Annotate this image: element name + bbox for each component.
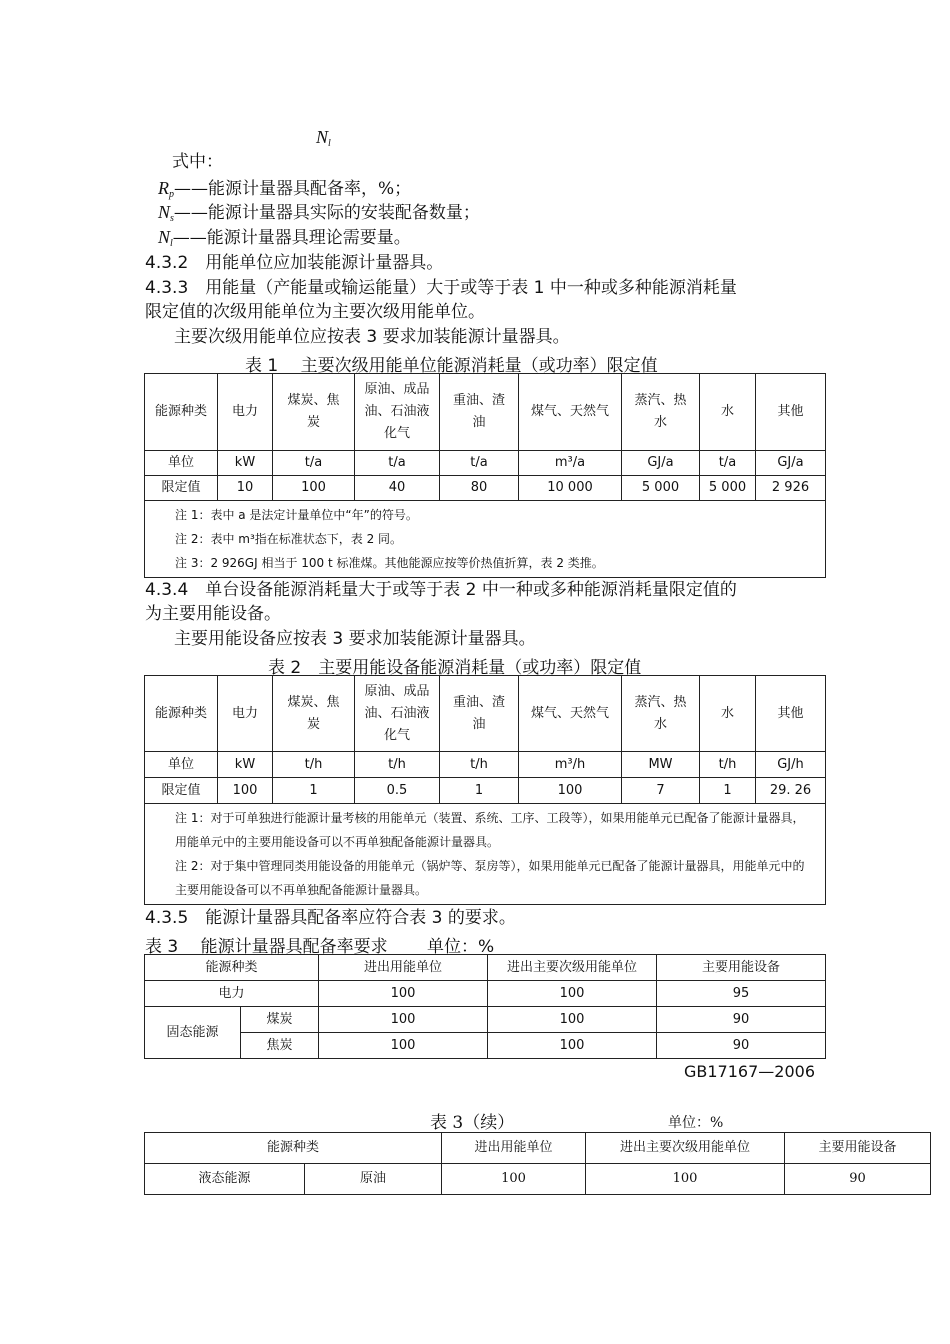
table3-cont-header-cell: 进出用能单位 (442, 1133, 586, 1164)
table2-cell: 1 (700, 778, 756, 804)
table3-cell: 100 (319, 1033, 488, 1059)
table3-row (145, 1033, 826, 1059)
table2-header-cell: 原油、成品油、石油液化气 (355, 676, 440, 752)
table1-cell: t/a (700, 451, 756, 476)
table2-cell: MW (622, 752, 700, 778)
table2-header-cell: 能源种类 (145, 676, 218, 752)
table3-row (145, 981, 826, 1007)
where-label: 式中： (172, 152, 223, 172)
table3-cont-cell: 原油 (305, 1164, 442, 1195)
table2-header-cell: 其他 (756, 676, 826, 752)
table3-cell: 电力 (145, 981, 319, 1007)
table1-cell: t/a (273, 451, 355, 476)
table2-header-cell: 煤炭、焦炭 (273, 676, 355, 752)
table2-cell: 1 (273, 778, 355, 804)
table3-cont (144, 1132, 931, 1195)
table1-caption: 表 1 主要次级用能单位能源消耗量（或功率）限定值 (245, 356, 658, 376)
table2-header-cell: 蒸汽、热水 (622, 676, 700, 752)
table2-header-cell: 重油、渣油 (440, 676, 519, 752)
table2-cell: 100 (519, 778, 622, 804)
table2-cell: t/h (700, 752, 756, 778)
table3-cont-cell: 90 (785, 1164, 931, 1195)
table2-notes (145, 804, 826, 905)
table3-header-row (145, 955, 826, 981)
table2-cell: t/h (273, 752, 355, 778)
table2-cell: 0.5 (355, 778, 440, 804)
table1-limit-row (145, 476, 826, 501)
clause-4-3-5: 4.3.5 能源计量器具配备率应符合表 3 的要求。 (145, 908, 516, 928)
table1-note: 注 1：表中 a 是法定计量单位中“年”的符号。 (175, 508, 418, 522)
table2-cell: m³/h (519, 752, 622, 778)
table2-header-cell: 水 (700, 676, 756, 752)
table1-notes-row (145, 501, 826, 578)
table3-cell: 100 (488, 1007, 657, 1033)
clause-4-3-3-line1: 4.3.3 用能量（产能量或输运能量）大于或等于表 1 中一种或多种能源消耗量 (145, 278, 737, 298)
table3-cell: 95 (657, 981, 826, 1007)
table3-cell: 100 (488, 1033, 657, 1059)
clause-4-3-2: 4.3.2 用能单位应加装能源计量器具。 (145, 253, 444, 273)
table3-cont-caption: 表 3（续） (430, 1113, 515, 1133)
table3-cont-cell: 液态能源 (145, 1164, 305, 1195)
table2-notes-row (145, 804, 826, 905)
table2-header-cell: 电力 (218, 676, 273, 752)
table3-row (145, 1007, 826, 1033)
table1-cell: 5 000 (622, 476, 700, 501)
table1-cell: t/a (355, 451, 440, 476)
table1-cell: 40 (355, 476, 440, 501)
table1-note: 注 3：2 926GJ 相当于 100 t 标准煤。其他能源应按等价热值折算，表 2 类推。 (175, 556, 604, 570)
table1-header-cell: 电力 (218, 374, 273, 451)
table2-note: 注 2：对于集中管理同类用能设备的用能单元（锅炉等、泵房等），如果用能单元已配备了能源计量器具，用能单元中的主要用能设备可以不再单独配备能源计量器具。 (175, 859, 805, 897)
table3-cont-cell: 100 (442, 1164, 586, 1195)
table1-cell: kW (218, 451, 273, 476)
page-footer-standard-number: GB17167—2006 (684, 1062, 815, 1081)
table3-cell: 100 (319, 981, 488, 1007)
table1-header-cell: 原油、成品油、石油液化气 (355, 374, 440, 451)
table1-cell: 80 (440, 476, 519, 501)
table2-cell: 29. 26 (756, 778, 826, 804)
table1-header-cell: 重油、渣油 (440, 374, 519, 451)
table3-cell: 煤炭 (241, 1007, 319, 1033)
table2-cell: 7 (622, 778, 700, 804)
table3-cont-header-cell: 能源种类 (145, 1133, 442, 1164)
table1-cell: 单位 (145, 451, 218, 476)
table2-cell: GJ/h (756, 752, 826, 778)
var-ns-definition: $N_s——$能源计量器具实际的安装配备数量； (158, 202, 480, 224)
table1-header-cell: 水 (700, 374, 756, 451)
table2 (144, 675, 826, 905)
table3-cont-header-row (145, 1133, 931, 1164)
table3-cell: 固态能源 (145, 1007, 241, 1059)
table3-cell: 100 (319, 1007, 488, 1033)
table1-unit-row (145, 451, 826, 476)
table1-note: 注 2：表中 m³指在标准状态下，表 2 同。 (175, 532, 403, 546)
table1-header-cell: 煤炭、焦炭 (273, 374, 355, 451)
clause-4-3-4-line3: 主要用能设备应按表 3 要求加装能源计量器具。 (174, 629, 536, 649)
table1 (144, 373, 826, 578)
table2-unit-row (145, 752, 826, 778)
table2-cell: 1 (440, 778, 519, 804)
table3 (144, 954, 826, 1059)
table3-caption: 表 3 能源计量器具配备率要求 单位：% (145, 937, 495, 957)
table3-cell: 90 (657, 1007, 826, 1033)
table3-cont-header-cell: 主要用能设备 (785, 1133, 931, 1164)
table2-header-row (145, 676, 826, 752)
table3-header-cell: 进出用能单位 (319, 955, 488, 981)
table1-header-cell: 煤气、天然气 (519, 374, 622, 451)
table2-cell: t/h (440, 752, 519, 778)
formula-denominator: $N_l$ (316, 127, 331, 149)
table2-cell: 100 (218, 778, 273, 804)
table1-header-cell: 能源种类 (145, 374, 218, 451)
clause-4-3-4-line1: 4.3.4 单台设备能源消耗量大于或等于表 2 中一种或多种能源消耗量限定值的 (145, 580, 737, 600)
table3-cont-unit: 单位：% (668, 1115, 724, 1131)
var-rp-definition: $R_p——$能源计量器具配备率，%； (158, 178, 412, 200)
table2-note: 注 1：对于可单独进行能源计量考核的用能单元（装置、系统、工序、工段等），如果用能单元已配备了能源计量器具，用能单元中的主要用能设备可以不再单独配备能源计量器具。 (175, 811, 805, 849)
table1-cell: GJ/a (756, 451, 826, 476)
table3-cell: 90 (657, 1033, 826, 1059)
table3-cell: 100 (488, 981, 657, 1007)
table1-cell: 10 000 (519, 476, 622, 501)
table3-cell: 焦炭 (241, 1033, 319, 1059)
table2-cell: 单位 (145, 752, 218, 778)
clause-4-3-4-line2: 为主要用能设备。 (145, 604, 281, 624)
table1-cell: 10 (218, 476, 273, 501)
table3-cont-header-cell: 进出主要次级用能单位 (586, 1133, 785, 1164)
table3-header-cell: 进出主要次级用能单位 (488, 955, 657, 981)
table1-cell: m³/a (519, 451, 622, 476)
table2-limit-row (145, 778, 826, 804)
table3-header-cell: 主要用能设备 (657, 955, 826, 981)
table1-cell: 2 926 (756, 476, 826, 501)
table1-cell: GJ/a (622, 451, 700, 476)
clause-4-3-3-line2: 限定值的次级用能单位为主要次级用能单位。 (145, 302, 485, 322)
table3-cont-row (145, 1164, 931, 1195)
clause-4-3-3-line3: 主要次级用能单位应按表 3 要求加装能源计量器具。 (174, 327, 570, 347)
table3-cont-cell: 100 (586, 1164, 785, 1195)
table1-cell: 限定值 (145, 476, 218, 501)
table3-header-cell: 能源种类 (145, 955, 319, 981)
table2-cell: 限定值 (145, 778, 218, 804)
table1-header-row (145, 374, 826, 451)
table2-caption: 表 2 主要用能设备能源消耗量（或功率）限定值 (268, 658, 642, 678)
table1-header-cell: 蒸汽、热水 (622, 374, 700, 451)
table2-cell: kW (218, 752, 273, 778)
table2-header-cell: 煤气、天然气 (519, 676, 622, 752)
var-nl-definition: $N_l——$能源计量器具理论需要量。 (158, 227, 411, 249)
table1-notes (145, 501, 826, 578)
table1-cell: t/a (440, 451, 519, 476)
table1-cell: 100 (273, 476, 355, 501)
table2-cell: t/h (355, 752, 440, 778)
table1-header-cell: 其他 (756, 374, 826, 451)
table1-cell: 5 000 (700, 476, 756, 501)
